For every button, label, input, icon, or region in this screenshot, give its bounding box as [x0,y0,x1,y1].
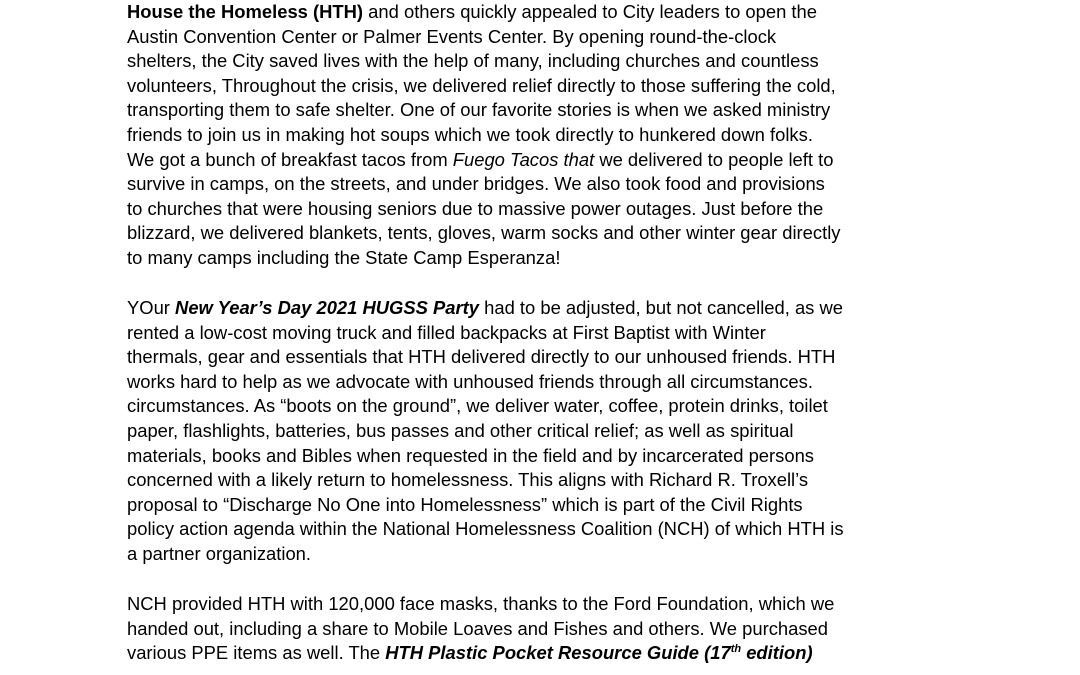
text-line: paper, flashlights, batteries, bus passes and other critical relief; as well as spiritual [127,419,794,441]
text-line: blizzard, we delivered blankets, tents, gloves, warm socks and other winter gear directly [127,222,841,244]
text-line: volunteers, Throughout the crisis, we delivered relief directly to those suffering the cold, [127,74,836,96]
text-line: proposal to “Discharge No One into Homelessness” which is part of the Civil Rights [127,493,803,515]
text-line: friends to join us in making hot soups which we took directly to hunkered down folks. [127,123,813,145]
text-line: materials, books and Bibles when requested in the field and by incarcerated persons [127,444,814,466]
text-line: YOur New Year’s Day 2021 HUGSS Party had to be adjusted, but not cancelled, as we [127,297,843,318]
resource-guide-bold-italic: HTH Plastic Pocket Resource Guide (17th edition) [385,642,813,664]
hugss-party-bold-italic: New Year’s Day 2021 HUGSS Party [175,297,480,318]
paragraph-winter-storm-relief [127,0,840,271]
text-line: survive in camps, on the streets, and under bridges. We also took food and provisions [127,173,825,195]
text-line: works hard to help as we advocate with unhoused friends through all circumstances. [127,370,813,392]
text-line: thermals, gear and essentials that HTH delivered directly to our unhoused friends. HTH [127,346,836,368]
text-line: concerned with a likely return to homelessness. This aligns with Richard R. Troxell’s [127,469,809,491]
text-line: shelters, the City saved lives with the help of many, including churches and countless [127,50,819,72]
text-line: to churches that were housing seniors due to massive power outages. Just before the [127,197,824,219]
text-line: handed out, including a share to Mobile Loaves and Fishes and others. We purchased [127,617,828,639]
fuego-tacos-italic: Fuego Tacos that [452,148,595,170]
text-line: policy action agenda within the National Homelessness Coalition (NCH) of which HTH is [127,518,844,540]
text-line: to many camps including the State Camp Esperanza! [127,246,561,268]
text-line: rented a low-cost moving truck and filled backpacks at First Baptist with Winter [127,321,766,343]
text-line: NCH provided HTH with 120,000 face masks, thanks to the Ford Foundation, which we [127,593,835,614]
paragraph-hugss-party [127,296,844,567]
text-line: Austin Convention Center or Palmer Events Center. By opening round-the-clock [127,25,777,47]
text-line: various PPE items as well. The HTH Plastic Pocket Resource Guide (17th edition) [127,642,813,664]
text-line: We got a bunch of breakfast tacos from Fuego Tacos that we delivered to people left to [127,148,834,170]
text-line: a partner organization. [127,542,312,564]
paragraph-face-masks [127,592,834,666]
hth-name-bold: House the Homeless (HTH) [127,1,364,22]
text-line: transporting them to safe shelter. One of our favorite stories is when we asked ministry [127,99,831,121]
ordinal-superscript: th [730,643,742,656]
text-line: House the Homeless (HTH) and others quickly appealed to City leaders to open the [127,1,817,22]
text-line: circumstances. As “boots on the ground”, we deliver water, coffee, protein drinks, toilet [127,395,828,417]
